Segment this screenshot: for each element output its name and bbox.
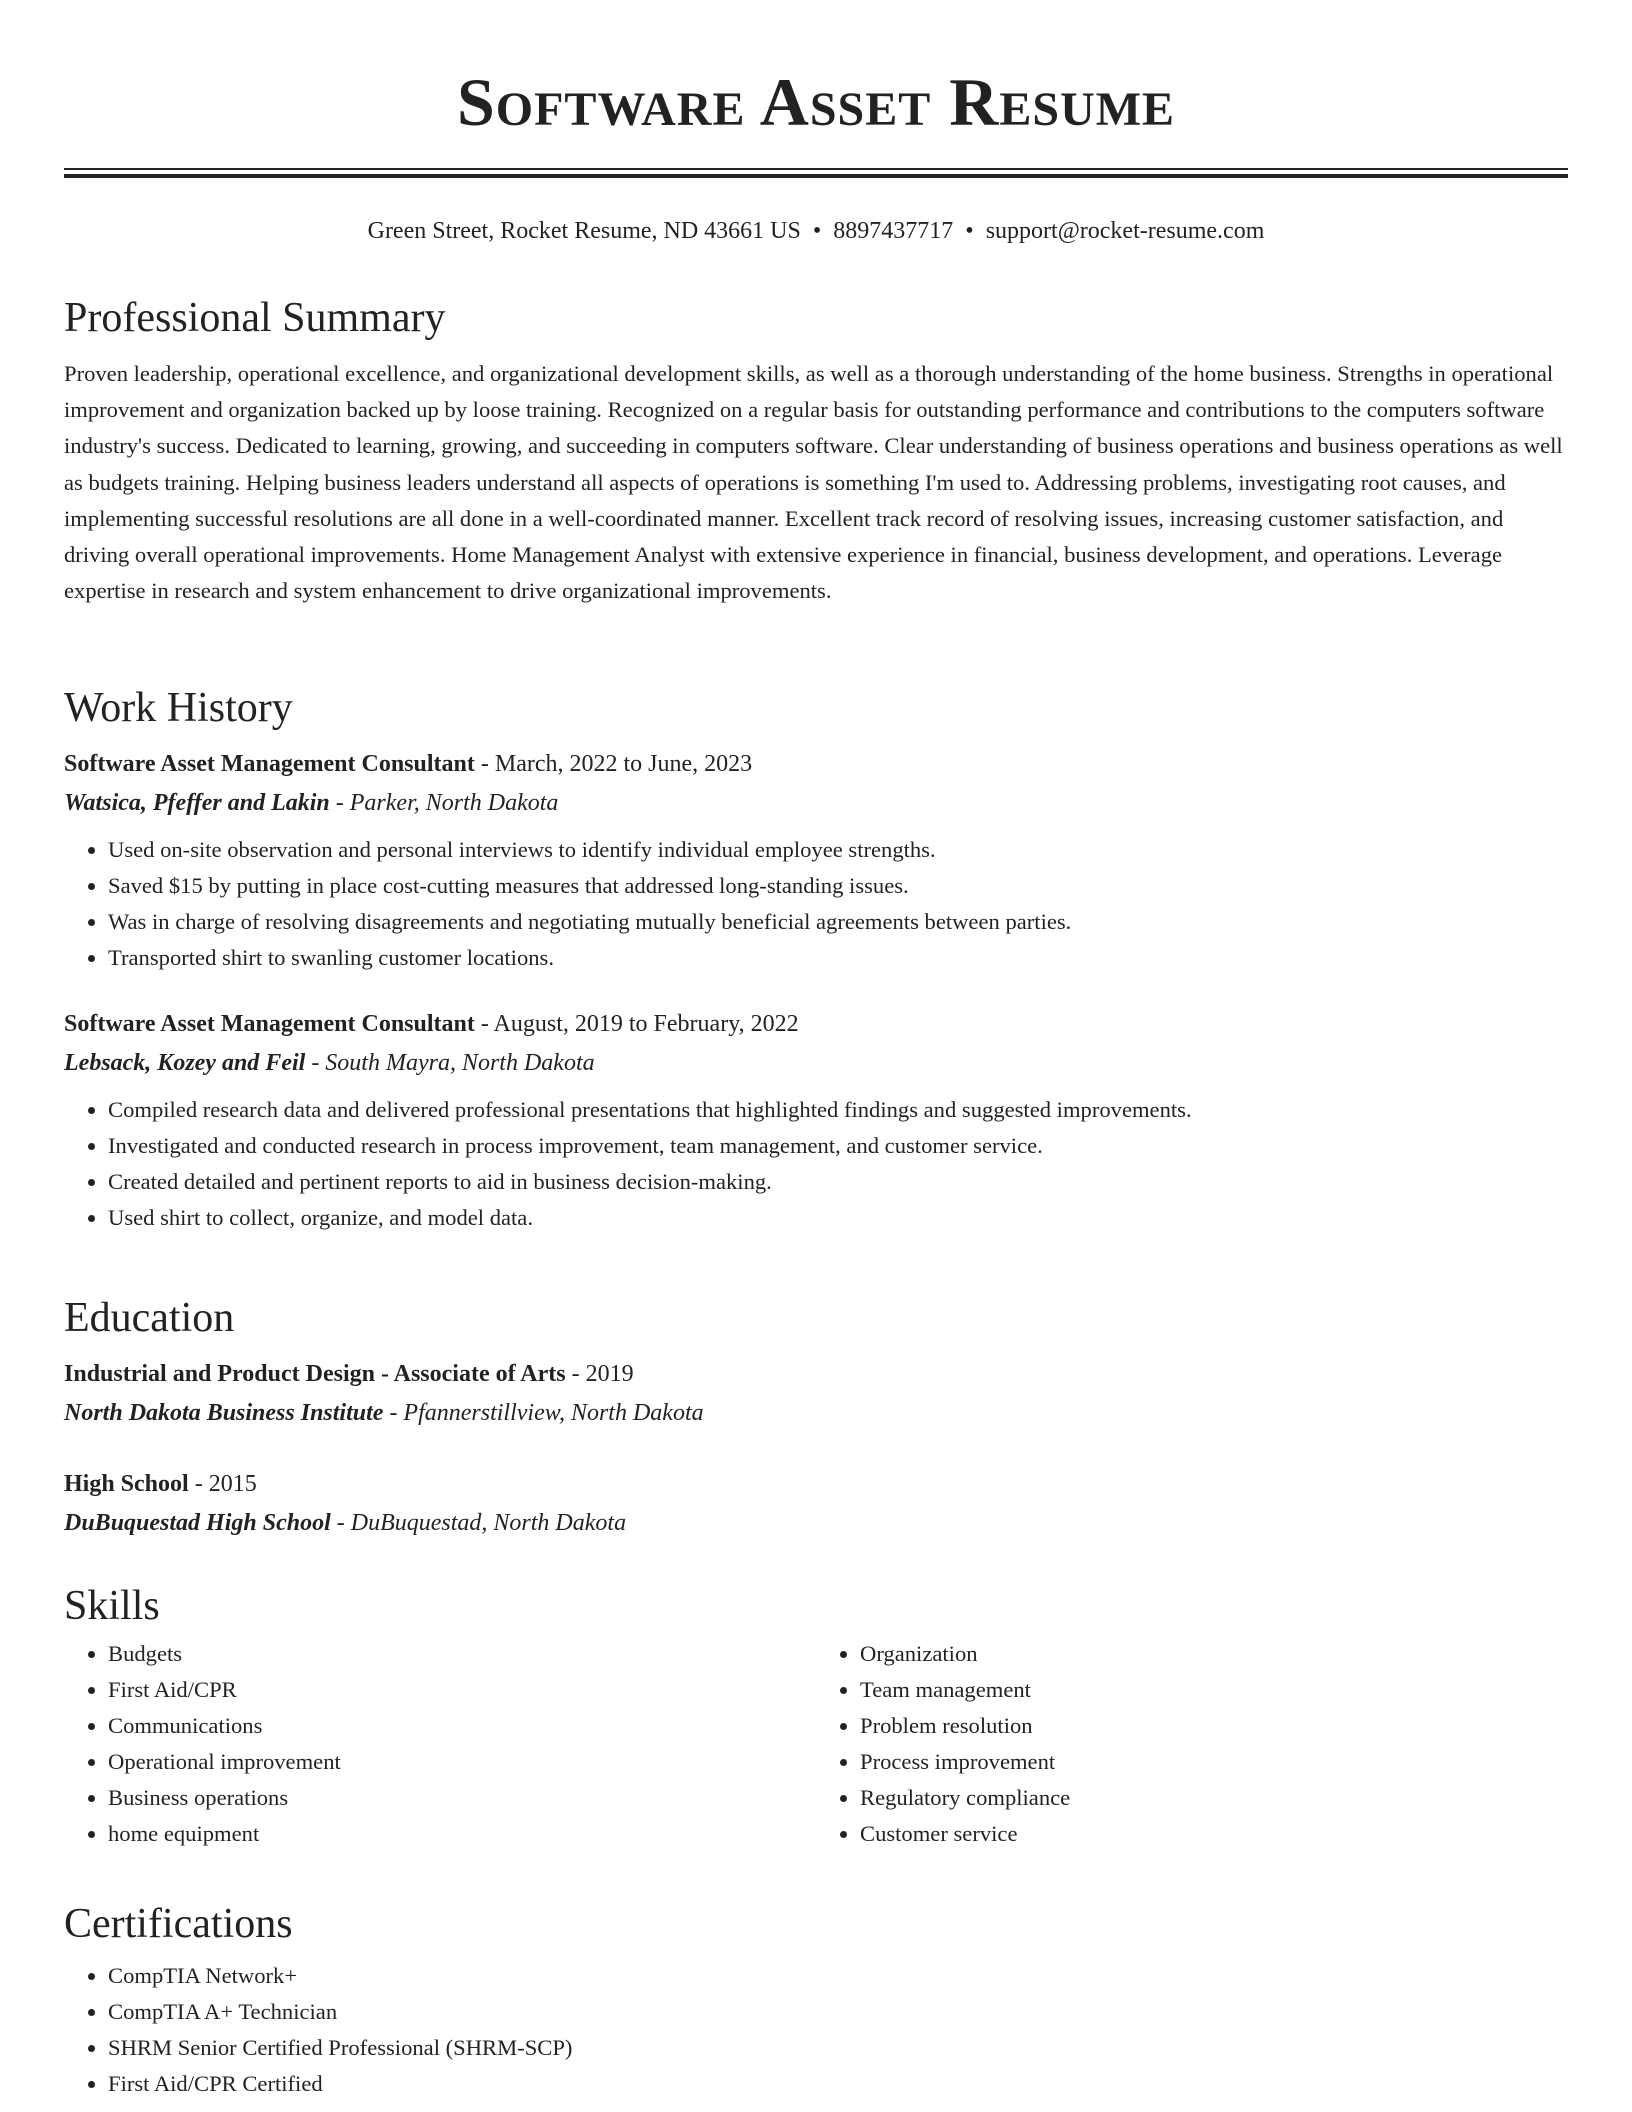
list-item: • Team management [860, 1672, 1568, 1708]
summary-text: Proven leadership, operational excellence, and organizational development skills, as well as a thorough understanding of the home business. Strengths in operational improvement and organization backed up by loose training. Recognized on a regular basis for outstanding performance and contributions to the computers software industry's success. Dedicated to learning, growing, and succeeding in computers software. Clear understanding of business operations and business operations as well as budgets training. Helping business leaders understand all aspects of operations is something I'm used to. Addressing problems, investigating root causes, and implementing successful resolutions are all done in a well-coordinated manner. Excellent track record of resolving issues, increasing customer satisfaction, and driving overall operational improvements. Home Management Analyst with extensive experience in financial, business development, and operations. Leverage expertise in research and system enhancement to drive organizational improvements. [64, 361, 1563, 604]
summary-section [64, 292, 1568, 609]
school-name: North Dakota Business Institute [64, 1400, 384, 1426]
certifications-list [64, 1958, 1568, 2102]
job-entry [64, 744, 1568, 976]
certifications-heading: Certifications [64, 1901, 293, 1947]
degree-line [64, 1354, 1568, 1394]
employer-name: Watsica, Pfeffer and Lakin [64, 790, 330, 816]
contact-address: Green Street, Rocket Resume, ND 43661 US [367, 218, 801, 244]
list-item: • Communications [108, 1708, 816, 1744]
education-entry [64, 1464, 1568, 1542]
list-item: • Used on-site observation and personal interviews to identify individual employee strengths. [108, 832, 1568, 868]
list-item: • CompTIA Network+ [108, 1958, 1568, 1994]
contact-phone: 8897437717 [833, 218, 954, 244]
list-item: • Customer service [860, 1816, 1568, 1852]
list-item: • Organization [860, 1636, 1568, 1672]
list-item: • Regulatory compliance [860, 1780, 1568, 1816]
list-item: • CompTIA A+ Technician [108, 1994, 1568, 2030]
job-title: Software Asset Management Consultant [64, 751, 475, 777]
employer-name: Lebsack, Kozey and Feil [64, 1050, 306, 1076]
graduation-year: - 2019 [565, 1361, 634, 1387]
list-item: • home equipment [108, 1816, 816, 1852]
skills-heading: Skills [64, 1583, 160, 1629]
list-item: • Process improvement [860, 1744, 1568, 1780]
list-item: • SHRM Senior Certified Professional (SHRM-SCP) [108, 2030, 1568, 2066]
contact-line [64, 214, 1568, 248]
skills-grid [64, 1632, 1568, 1852]
education-heading: Education [64, 1295, 235, 1341]
job-title-line [64, 744, 1568, 784]
job-title-line [64, 1004, 1568, 1044]
job-title: Software Asset Management Consultant [64, 1011, 475, 1037]
skills-list-right [816, 1636, 1568, 1852]
school-line [64, 1394, 1568, 1432]
contact-separator: • [965, 218, 974, 244]
job-duties [64, 1092, 1568, 1236]
school-name: DuBuquestad High School [64, 1510, 331, 1536]
list-item: • Investigated and conducted research in process improvement, team management, and customer service. [108, 1128, 1568, 1164]
list-item: • Was in charge of resolving disagreements and negotiating mutually beneficial agreements between parties. [108, 904, 1568, 940]
graduation-year: - 2015 [188, 1471, 257, 1497]
degree-line [64, 1464, 1568, 1504]
certifications-section [64, 1898, 1568, 2102]
degree: Industrial and Product Design - Associate of Arts [64, 1361, 566, 1387]
job-entry [64, 1004, 1568, 1236]
resume-title: Software Asset Resume [456, 64, 1176, 140]
list-item: • Saved $15 by putting in place cost-cutting measures that addressed long-standing issues. [108, 868, 1568, 904]
education-entry [64, 1354, 1568, 1432]
list-item: • Used shirt to collect, organize, and model data. [108, 1200, 1568, 1236]
education-section [64, 1292, 1568, 1542]
list-item: • Compiled research data and delivered professional presentations that highlighted findings and suggested improvements. [108, 1092, 1568, 1128]
work-history-section [64, 682, 1568, 1236]
employer-line [64, 1044, 1568, 1082]
skills-section [64, 1580, 1568, 1852]
title-divider-thick [64, 174, 1568, 178]
summary-heading: Professional Summary [64, 295, 446, 341]
list-item: • Problem resolution [860, 1708, 1568, 1744]
job-duties [64, 832, 1568, 976]
list-item: • First Aid/CPR [108, 1672, 816, 1708]
employer-line [64, 784, 1568, 822]
school-location: - DuBuquestad, North Dakota [330, 1510, 627, 1536]
list-item: • Operational improvement [108, 1744, 816, 1780]
employer-location: - Parker, North Dakota [329, 790, 559, 816]
list-item: • Budgets [108, 1636, 816, 1672]
list-item: • Created detailed and pertinent reports to aid in business decision-making. [108, 1164, 1568, 1200]
work-history-heading: Work History [64, 685, 293, 731]
degree: High School [64, 1471, 189, 1497]
job-dates: - March, 2022 to June, 2023 [474, 751, 753, 777]
employer-location: - South Mayra, North Dakota [305, 1050, 595, 1076]
list-item: • Business operations [108, 1780, 816, 1816]
contact-email: support@rocket-resume.com [985, 218, 1265, 244]
title-divider-thin [64, 168, 1568, 170]
contact-separator: • [812, 218, 822, 244]
job-dates: - August, 2019 to February, 2022 [474, 1011, 799, 1037]
school-location: - Pfannerstillview, North Dakota [383, 1400, 704, 1426]
list-item: • First Aid/CPR Certified [108, 2066, 1568, 2102]
list-item: • Transported shirt to swanling customer locations. [108, 940, 1568, 976]
skills-list-left [64, 1636, 816, 1852]
school-line [64, 1504, 1568, 1542]
